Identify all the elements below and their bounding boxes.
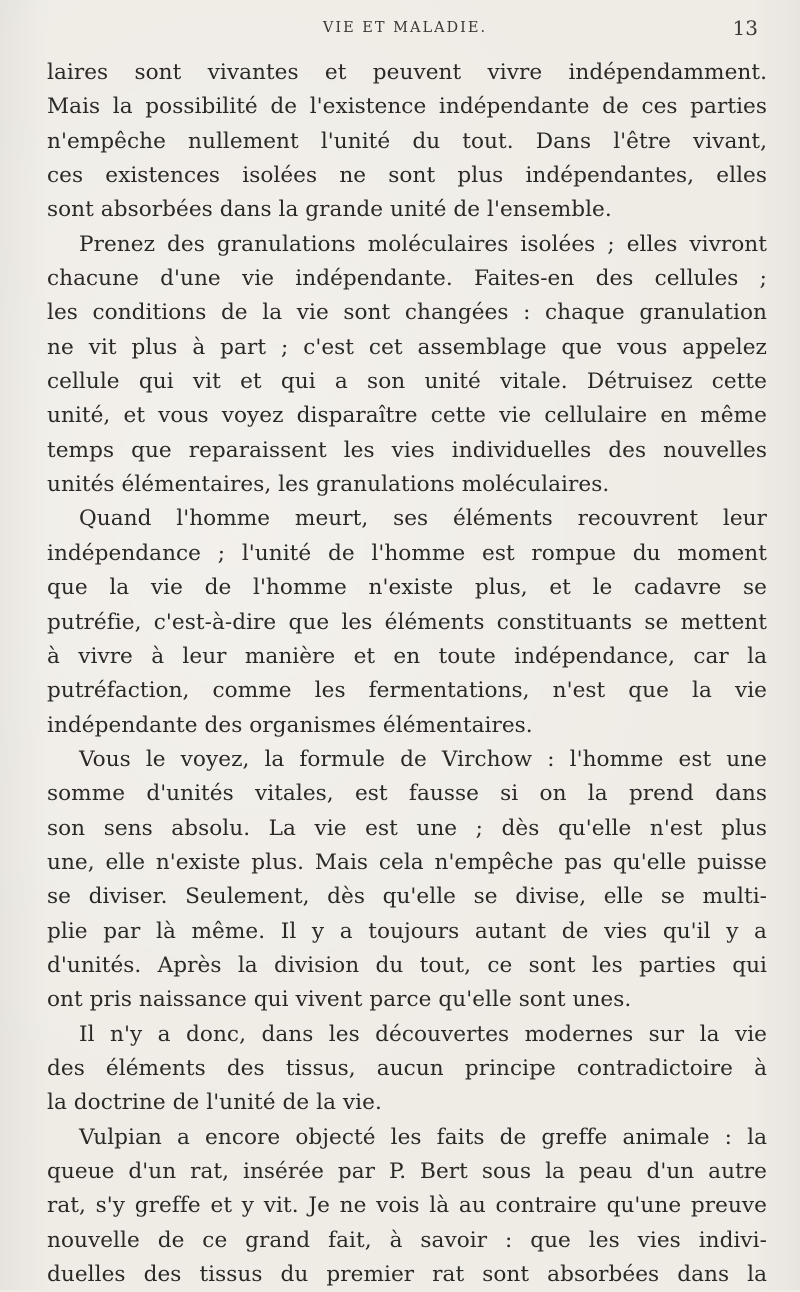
text-line: unités élémentaires, les granulations moléculaires. (47, 472, 610, 498)
text-line: duelles des tissus du premier rat sont absorbées dans la (47, 1262, 767, 1288)
text-line: rat, s'y greffe et y vit. Je ne vois là au contraire qu'une preuve (47, 1193, 767, 1219)
text-line: nouvelle de ce grand fait, à savoir : que les vies indivi- (47, 1227, 767, 1253)
text-line: plie par là même. Il y a toujours autant de vies qu'il y a (47, 918, 767, 944)
text-line: Prenez des granulations moléculaires isolées ; elles vivront (79, 231, 767, 257)
text-line: les conditions de la vie sont changées : chaque granulation (47, 300, 767, 326)
text-line: unité, et vous voyez disparaître cette vie cellulaire en même (47, 403, 767, 429)
body-text (47, 56, 767, 1292)
text-line: chacune d'une vie indépendante. Faites-en des cellules ; (47, 266, 767, 292)
page-number: 13 (732, 16, 758, 40)
text-line: putréfaction, comme les fermentations, n'est que la vie (47, 678, 767, 704)
text-line: des éléments des tissus, aucun principe contradictoire à (47, 1055, 767, 1081)
text-line: cellule qui vit et qui a son unité vitale. Détruisez cette (47, 369, 767, 395)
text-line: que la vie de l'homme n'existe plus, et le cadavre se (47, 575, 767, 601)
text-line: une, elle n'existe plus. Mais cela n'empêche pas qu'elle puisse (47, 849, 767, 875)
text-line: ne vit plus à part ; c'est cet assemblage que vous appelez (47, 334, 767, 360)
text-line: Quand l'homme meurt, ses éléments recouvrent leur (79, 506, 767, 532)
text-line: Mais la possibilité de l'existence indépendante de ces parties (47, 94, 767, 120)
text-line: ont pris naissance qui vivent parce qu'elle sont unes. (47, 987, 632, 1013)
text-line: ces existences isolées ne sont plus indépendantes, elles (47, 163, 767, 189)
text-line: indépendante des organismes élémentaires. (47, 712, 533, 738)
text-line: sont absorbées dans la grande unité de l'ensemble. (47, 197, 612, 223)
text-line: n'empêche nullement l'unité du tout. Dans l'être vivant, (47, 128, 767, 154)
text-line: putréfie, c'est-à-dire que les éléments constituants se mettent (47, 609, 767, 635)
text-line: indépendance ; l'unité de l'homme est rompue du moment (47, 540, 767, 566)
text-line: la doctrine de l'unité de la vie. (47, 1090, 382, 1116)
text-line: Vulpian a encore objecté les faits de greffe animale : la (79, 1124, 767, 1150)
text-line: son sens absolu. La vie est une ; dès qu'elle n'est plus (47, 815, 767, 841)
text-line: queue d'un rat, insérée par P. Bert sous la peau d'un autre (47, 1159, 767, 1184)
running-title: VIE ET MALADIE. (322, 20, 488, 36)
text-line: à vivre à leur manière et en toute indépendance, car la (47, 643, 767, 669)
text-line: somme d'unités vitales, est fausse si on la prend dans (47, 781, 767, 807)
running-head (0, 14, 800, 40)
text-line: Vous le voyez, la formule de Virchow : l'homme est une (79, 746, 767, 772)
text-line: se diviser. Seulement, dès qu'elle se divise, elle se multi- (47, 884, 767, 910)
text-line: laires sont vivantes et peuvent vivre indépendamment. (47, 60, 767, 85)
text-line: temps que reparaissent les vies individuelles des nouvelles (47, 437, 767, 463)
text-line: Il n'y a donc, dans les découvertes modernes sur la vie (79, 1021, 767, 1047)
text-line: d'unités. Après la division du tout, ce sont les parties qui (47, 952, 767, 978)
